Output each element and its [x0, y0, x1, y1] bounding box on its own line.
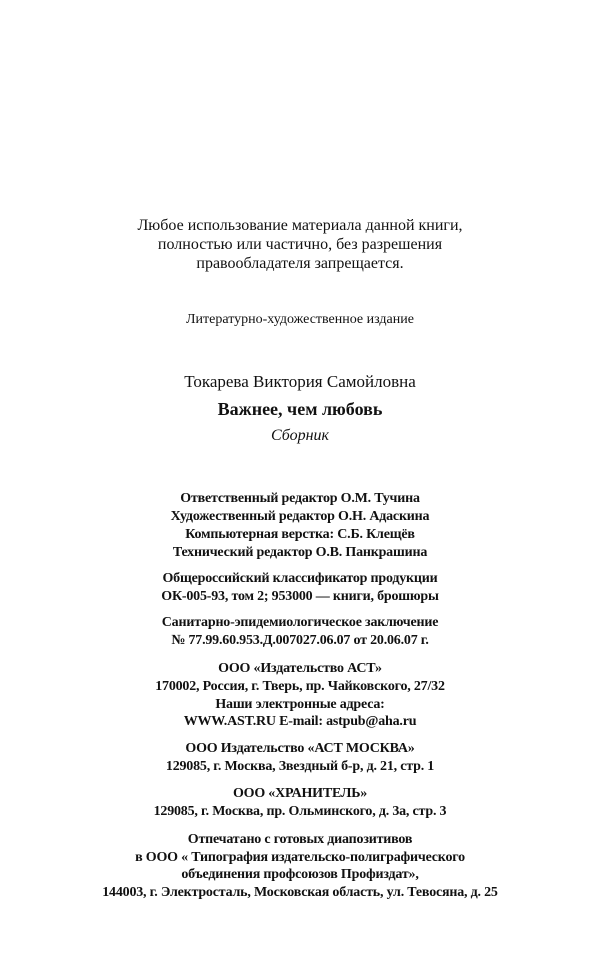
sanitary-line: № 77.99.60.953.Д.007027.06.07 от 20.06.07 г.: [171, 633, 429, 648]
book-subtitle: Сборник: [270, 427, 330, 444]
editor-line: Компьютерная верстка: С.Б. Клещёв: [185, 527, 415, 542]
publisher-line: 129085, г. Москва, пр. Ольминского, д. 3а, стр. 3: [153, 804, 447, 819]
publisher-line: 129085, г. Москва, Звездный б-р, д. 21, стр. 1: [165, 759, 435, 774]
printer-line: в ООО « Типография издательско-полиграфического: [135, 850, 465, 865]
classifier-line: Общероссийский классификатор продукции: [162, 571, 438, 586]
printer-line: объединения профсоюзов Профиздат»,: [181, 867, 419, 882]
sanitary-line: Санитарно-эпидемиологическое заключение: [161, 615, 439, 630]
publisher-line: ООО Издательство «АСТ МОСКВА»: [185, 741, 415, 756]
copyright-line: правообладателя запрещается.: [196, 255, 404, 272]
publisher-line: 170002, Россия, г. Тверь, пр. Чайковского, 27/32: [155, 679, 445, 694]
publisher-line: Наши электронные адреса:: [215, 697, 385, 712]
book-title: Важнее, чем любовь: [217, 399, 383, 419]
editor-line: Ответственный редактор О.М. Тучина: [180, 491, 420, 506]
editor-line: Технический редактор О.В. Панкрашина: [172, 545, 428, 560]
printer-line: 144003, г. Электросталь, Московская область, ул. Тевосяна, д. 25: [102, 885, 498, 900]
editor-line: Художественный редактор О.Н. Адаскина: [170, 509, 430, 524]
printer-line: Отпечатано с готовых диапозитивов: [187, 832, 413, 847]
classifier-line: ОК-005-93, том 2; 953000 — книги, брошюры: [161, 589, 439, 604]
genre-label: Литературно-художественное издание: [186, 312, 414, 327]
publisher-contact-line: WWW.AST.RU E-mail: astpub@aha.ru: [183, 714, 417, 729]
copyright-line: Любое использование материала данной книги,: [137, 217, 463, 234]
copyright-line: полностью или частично, без разрешения: [157, 236, 443, 253]
publisher-line: ООО «ХРАНИТЕЛЬ»: [232, 786, 368, 801]
author-name: Токарева Виктория Самойловна: [184, 372, 416, 391]
publisher-line: ООО «Издательство АСТ»: [218, 661, 382, 676]
